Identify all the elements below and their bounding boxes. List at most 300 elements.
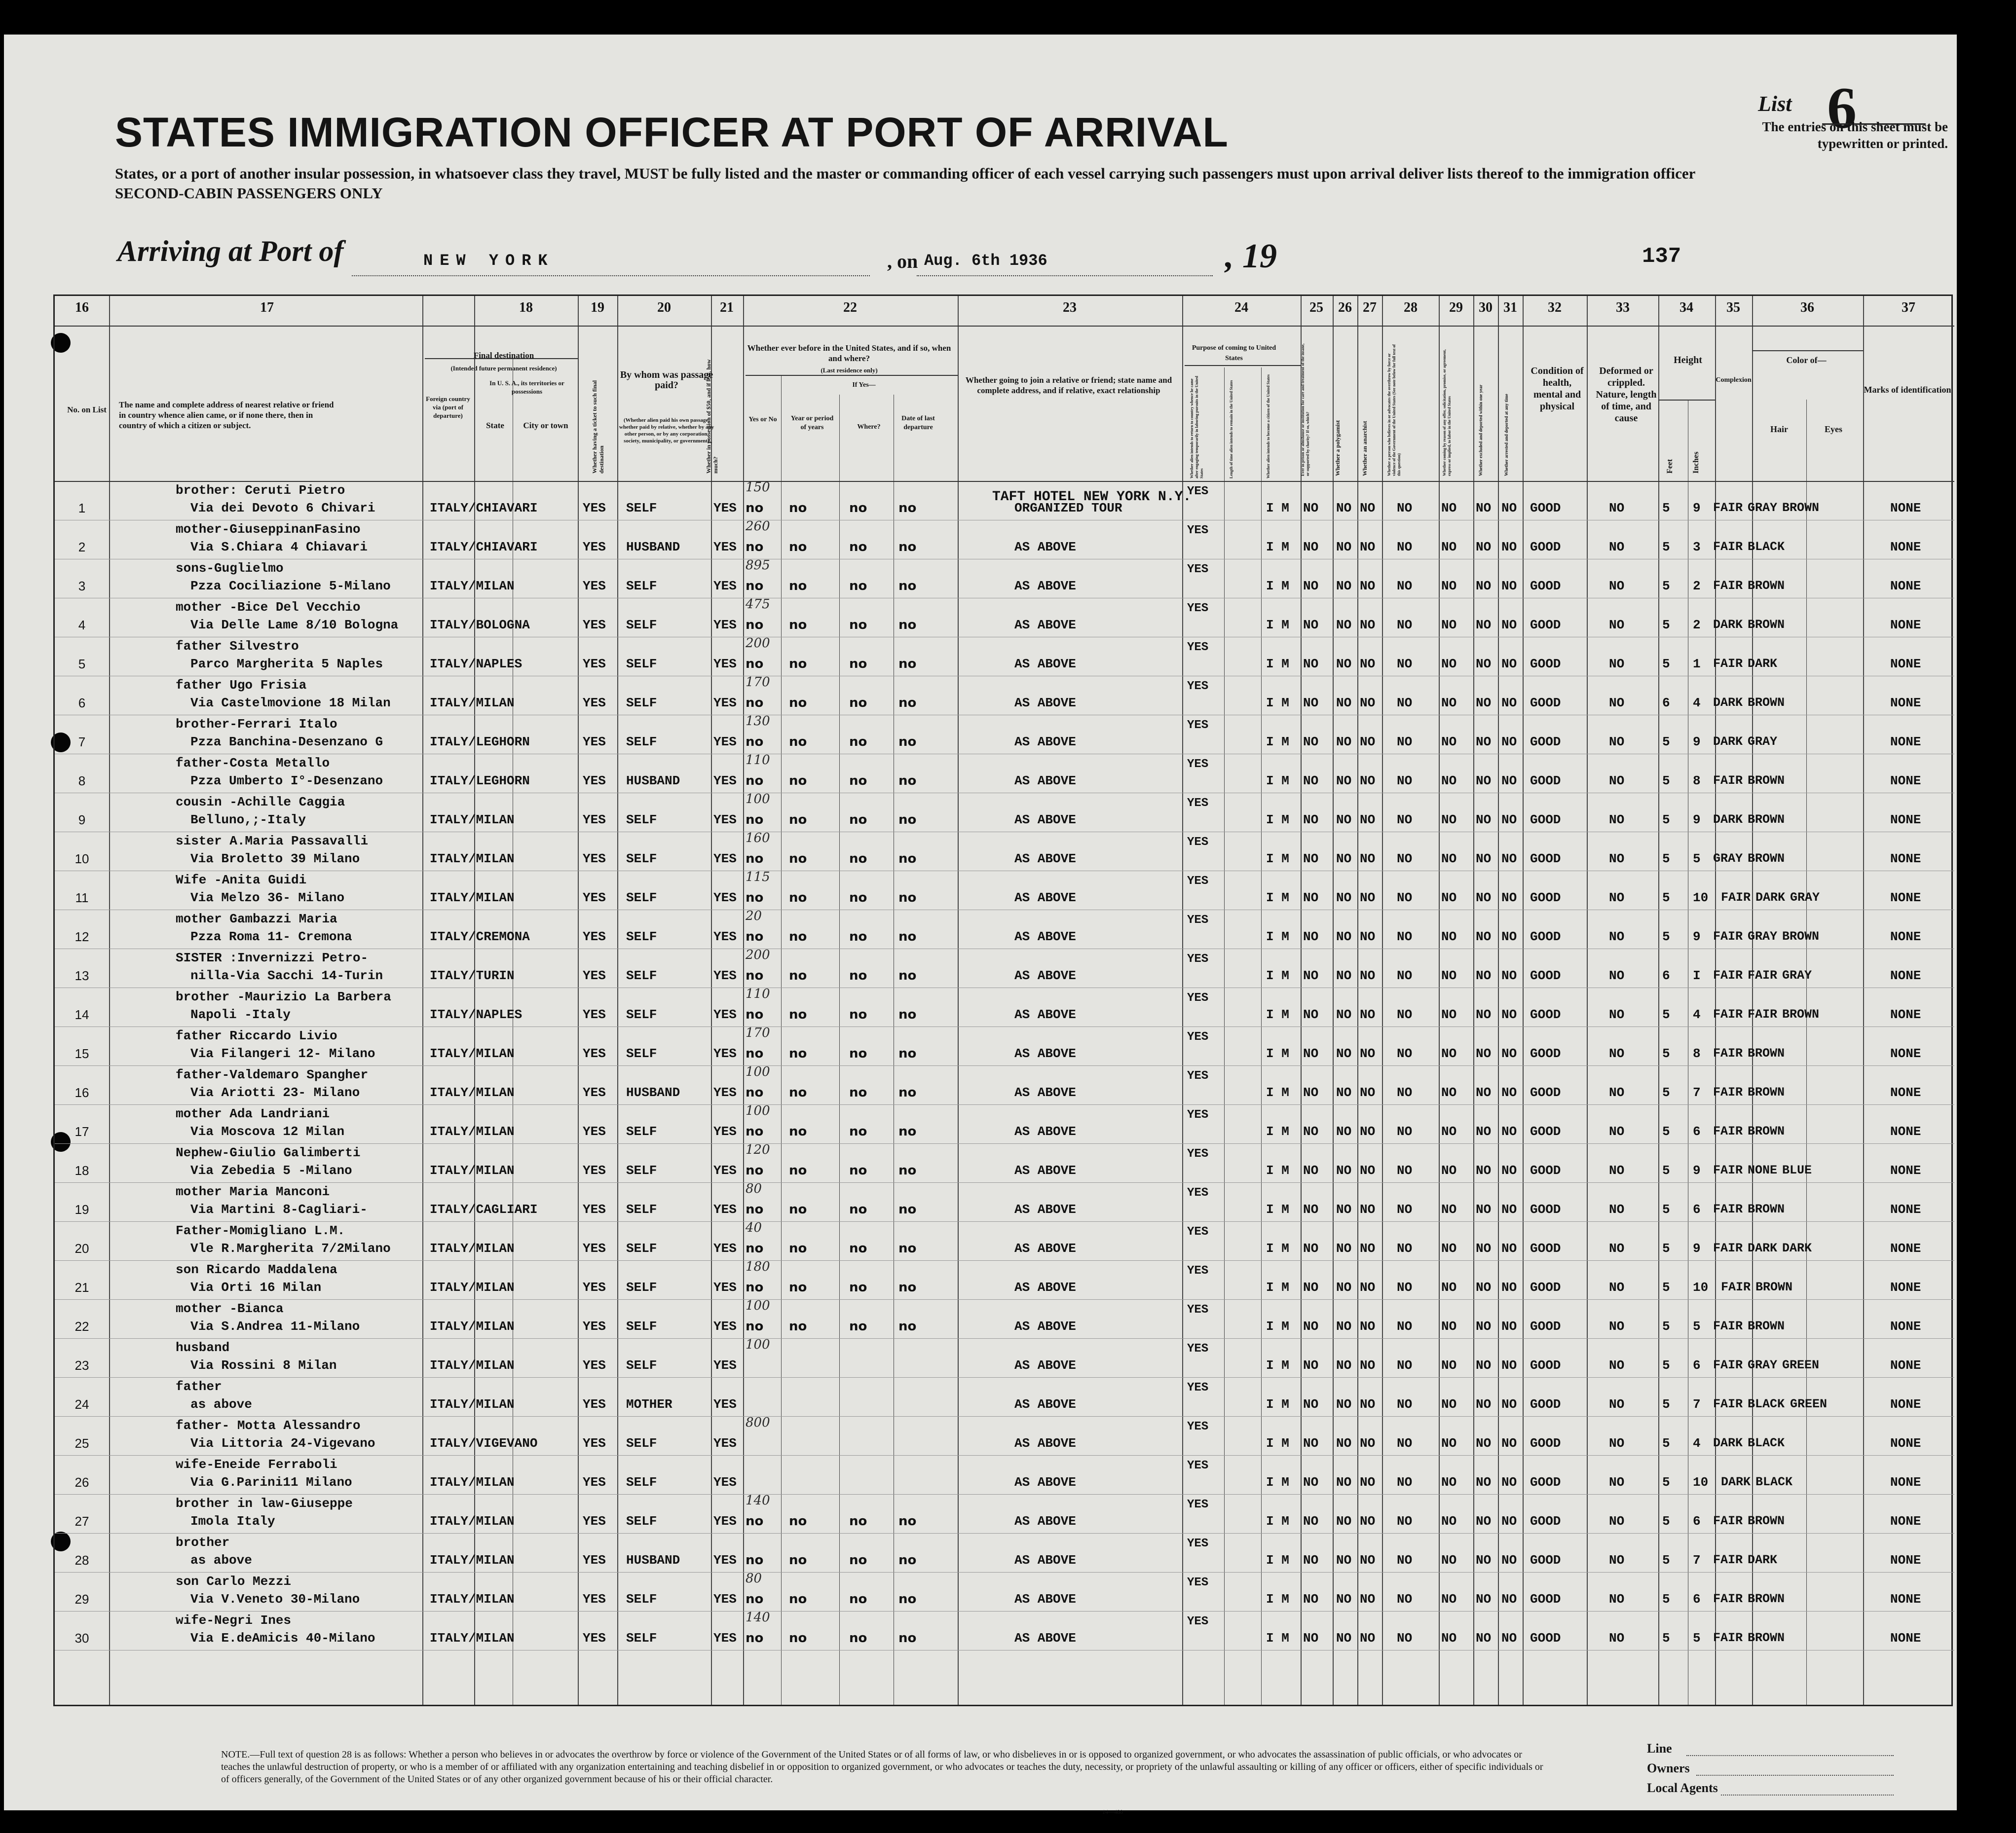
cell-ft: 5 bbox=[1662, 657, 1670, 671]
cell-date: no bbox=[898, 773, 917, 788]
cell-c25: NO bbox=[1303, 579, 1319, 593]
cell-c31: NO bbox=[1501, 1514, 1517, 1529]
cell-c30: NO bbox=[1476, 773, 1492, 788]
cell-eyes: BROWN bbox=[1782, 929, 1820, 944]
cell-money: YES bbox=[713, 618, 737, 632]
cell-hair: BROWN bbox=[1748, 618, 1785, 632]
cell-where: no bbox=[849, 851, 867, 866]
cell-ticket: YES bbox=[583, 890, 606, 905]
cell-deformed: NO bbox=[1609, 890, 1625, 905]
cell-health: GOOD bbox=[1530, 1514, 1561, 1529]
cell-c27: NO bbox=[1360, 890, 1376, 905]
cell-eyes: GREEN bbox=[1790, 1397, 1828, 1411]
cell-money: YES bbox=[713, 696, 737, 710]
cell-c28: NO bbox=[1397, 734, 1413, 749]
cell-yn: no bbox=[746, 1553, 764, 1568]
cell-ft: 5 bbox=[1662, 1046, 1670, 1061]
header-eyes: Eyes bbox=[1825, 424, 1842, 434]
cell-c30: NO bbox=[1476, 501, 1492, 515]
relative-address: Via Rossini 8 Milan bbox=[190, 1358, 337, 1373]
header-before-us: Whether ever before in the United States, and if so, when and where? bbox=[747, 343, 951, 363]
cell-yn: no bbox=[746, 1202, 764, 1217]
cell-in: 7 bbox=[1693, 1085, 1701, 1100]
cell-purpose: I M bbox=[1266, 734, 1289, 749]
row-number: 25 bbox=[75, 1436, 89, 1451]
cell-dest: ITALY/MILAN bbox=[430, 1475, 515, 1490]
relative-address: as above bbox=[190, 1553, 252, 1568]
cell-period: no bbox=[789, 1592, 807, 1607]
row-number: 8 bbox=[78, 773, 86, 788]
cell-deformed: NO bbox=[1609, 1280, 1625, 1295]
cell-date: no bbox=[898, 890, 917, 905]
cell-c31: NO bbox=[1501, 734, 1517, 749]
column-number: 36 bbox=[1800, 300, 1814, 315]
cell-hair: BLACK bbox=[1748, 1436, 1785, 1450]
cell-in: 6 bbox=[1693, 1592, 1701, 1607]
cell-yn: no bbox=[746, 1280, 764, 1295]
cell-paid: HUSBAND bbox=[626, 540, 680, 554]
cell-in: 9 bbox=[1693, 929, 1701, 944]
cell-ticket: YES bbox=[583, 734, 606, 749]
cell-c28: NO bbox=[1397, 1241, 1413, 1256]
cell-period: no bbox=[789, 929, 807, 944]
cell-money: YES bbox=[713, 1202, 737, 1217]
column-divider bbox=[1658, 296, 1659, 1705]
cell-yn: no bbox=[746, 1592, 764, 1607]
cell-ft: 5 bbox=[1662, 1553, 1670, 1568]
cell-ft: 5 bbox=[1662, 929, 1670, 944]
row-number: 6 bbox=[78, 696, 86, 710]
purpose-yes: YES bbox=[1187, 1420, 1209, 1433]
cell-date: no bbox=[898, 579, 917, 593]
cell-c31: NO bbox=[1501, 501, 1517, 515]
row-number: 3 bbox=[78, 579, 86, 593]
relative-address: nilla-Via Sacchi 14-Turin bbox=[190, 968, 383, 983]
row-number: 19 bbox=[75, 1202, 89, 1217]
header-rule bbox=[1752, 350, 1863, 351]
cell-period: no bbox=[789, 812, 807, 827]
column-number: 30 bbox=[1479, 300, 1493, 315]
cell-purpose: I M bbox=[1266, 1007, 1289, 1022]
cell-hair: BROWN bbox=[1748, 1085, 1785, 1100]
cell-where: no bbox=[849, 501, 867, 515]
cell-c27: NO bbox=[1360, 1514, 1376, 1529]
cell-ticket: YES bbox=[583, 1202, 606, 1217]
cell-hair: BROWN bbox=[1748, 579, 1785, 593]
cell-c25: NO bbox=[1303, 657, 1319, 671]
cell-money: YES bbox=[713, 890, 737, 905]
cell-purpose: I M bbox=[1266, 968, 1289, 983]
cell-c27: NO bbox=[1360, 1280, 1376, 1295]
cell-paid: SELF bbox=[626, 929, 657, 944]
cell-c31: NO bbox=[1501, 1319, 1517, 1334]
relative-name: son Carlo Mezzi bbox=[176, 1574, 292, 1589]
money-annotation: 120 bbox=[746, 1142, 770, 1157]
cell-c30: NO bbox=[1476, 1280, 1492, 1295]
cell-ticket: YES bbox=[583, 1631, 606, 1646]
cell-paid: SELF bbox=[626, 1124, 657, 1139]
cell-comp: FAIR bbox=[1713, 773, 1743, 788]
subcolumn-divider bbox=[781, 375, 782, 1705]
cell-c29: NO bbox=[1441, 501, 1457, 515]
cell-hair: BROWN bbox=[1748, 773, 1785, 788]
cell-c25: NO bbox=[1303, 773, 1319, 788]
cell-yn: no bbox=[746, 1085, 764, 1100]
cell-dest: ITALY/MILAN bbox=[430, 1514, 515, 1529]
cell-yn: no bbox=[746, 1241, 764, 1256]
relative-address: Via G.Parini11 Milano bbox=[190, 1475, 352, 1490]
cell-marks: NONE bbox=[1890, 501, 1921, 515]
cell-ft: 5 bbox=[1662, 1631, 1670, 1646]
money-annotation: 115 bbox=[746, 870, 770, 884]
relative-name: mother-GiuseppinanFasino bbox=[176, 522, 361, 537]
cell-ticket: YES bbox=[583, 1592, 606, 1607]
header-deformed: Deformed or crippled. Nature, length of time, and cause bbox=[1596, 366, 1657, 424]
cell-where: no bbox=[849, 1163, 867, 1178]
column-divider bbox=[743, 296, 744, 1705]
cell-paid: SELF bbox=[626, 890, 657, 905]
cell-where: no bbox=[849, 1124, 867, 1139]
cell-join: AS ABOVE bbox=[1014, 540, 1076, 554]
cell-c31: NO bbox=[1501, 1553, 1517, 1568]
cell-in: 5 bbox=[1693, 851, 1701, 866]
cell-money: YES bbox=[713, 1514, 737, 1529]
cell-ft: 5 bbox=[1662, 1007, 1670, 1022]
cell-ft: 5 bbox=[1662, 812, 1670, 827]
date-underline bbox=[917, 275, 1213, 276]
row-divider bbox=[55, 1026, 1954, 1027]
cell-purpose: I M bbox=[1266, 1436, 1289, 1451]
cell-dest: ITALY/MILAN bbox=[430, 696, 515, 710]
header-marks: Marks of identification bbox=[1864, 385, 1951, 395]
money-annotation: 130 bbox=[746, 714, 770, 729]
cell-c31: NO bbox=[1501, 540, 1517, 554]
row-divider bbox=[55, 1299, 1954, 1300]
cell-purpose: I M bbox=[1266, 501, 1289, 515]
relative-address: Via Delle Lame 8/10 Bologna bbox=[190, 618, 399, 632]
column-number: 34 bbox=[1680, 300, 1693, 315]
cell-in: 5 bbox=[1693, 1631, 1701, 1646]
cell-ticket: YES bbox=[583, 579, 606, 593]
cell-dest: ITALY/MILAN bbox=[430, 1592, 515, 1607]
cell-marks: NONE bbox=[1890, 929, 1921, 944]
cell-c26: NO bbox=[1336, 1202, 1352, 1217]
cell-purpose: I M bbox=[1266, 1358, 1289, 1373]
row-divider bbox=[55, 1143, 1954, 1144]
instruction-line: States, or a port of another insular possession, in whatsoever class they travel, MUST be fully listed and the master or commanding officer of each vessel carrying such passengers must upon arrival deliver lists thereof to the immigration officer bbox=[115, 165, 1696, 182]
cell-purpose: I M bbox=[1266, 540, 1289, 554]
cell-ticket: YES bbox=[583, 657, 606, 671]
cell-where: no bbox=[849, 1085, 867, 1100]
cell-paid: SELF bbox=[626, 1592, 657, 1607]
cell-marks: NONE bbox=[1890, 1007, 1921, 1022]
cell-c28: NO bbox=[1397, 1553, 1413, 1568]
cell-c28: NO bbox=[1397, 501, 1413, 515]
cell-marks: NONE bbox=[1890, 696, 1921, 710]
row-divider bbox=[55, 1611, 1954, 1612]
cell-c26: NO bbox=[1336, 1280, 1352, 1295]
cell-comp: FAIR bbox=[1713, 1319, 1743, 1333]
cell-date: no bbox=[898, 812, 917, 827]
column-number: 21 bbox=[720, 300, 734, 315]
money-annotation: 170 bbox=[746, 675, 770, 690]
cell-c29: NO bbox=[1441, 929, 1457, 944]
header-passage-paid: By whom was passage paid? bbox=[620, 369, 713, 391]
header-rule bbox=[1658, 400, 1715, 401]
header-passage-note: (Whether alien paid his own passage, whether paid by relative, whether by any other person, or by any corporation, society, municipality, or government) bbox=[619, 417, 714, 444]
cell-c27: NO bbox=[1360, 734, 1376, 749]
cell-date: no bbox=[898, 734, 917, 749]
cell-period: no bbox=[789, 1241, 807, 1256]
cell-c29: NO bbox=[1441, 1124, 1457, 1139]
cell-ft: 5 bbox=[1662, 773, 1670, 788]
cell-c27: NO bbox=[1360, 1085, 1376, 1100]
cell-paid: SELF bbox=[626, 657, 657, 671]
cell-c29: NO bbox=[1441, 696, 1457, 710]
cell-in: 6 bbox=[1693, 1202, 1701, 1217]
cell-paid: HUSBAND bbox=[626, 773, 680, 788]
cell-dest: ITALY/LEGHORN bbox=[430, 773, 530, 788]
cell-deformed: NO bbox=[1609, 812, 1625, 827]
relative-name: sister A.Maria Passavalli bbox=[176, 834, 369, 848]
cell-health: GOOD bbox=[1530, 501, 1561, 515]
relative-address: Via Zebedia 5 -Milano bbox=[190, 1163, 352, 1178]
cell-marks: NONE bbox=[1890, 1241, 1921, 1256]
row-divider bbox=[55, 1494, 1954, 1495]
cell-money: YES bbox=[713, 1046, 737, 1061]
cell-dest: ITALY/MILAN bbox=[430, 1553, 515, 1568]
cell-paid: HUSBAND bbox=[626, 1085, 680, 1100]
year-label: , 19 bbox=[1225, 237, 1277, 275]
cell-purpose: I M bbox=[1266, 657, 1289, 671]
cell-c29: NO bbox=[1441, 1007, 1457, 1022]
cell-date: no bbox=[898, 1631, 917, 1646]
cell-in: 9 bbox=[1693, 812, 1701, 827]
column-number: 32 bbox=[1548, 300, 1562, 315]
cell-c25: NO bbox=[1303, 1358, 1319, 1373]
cell-health: GOOD bbox=[1530, 1124, 1561, 1139]
cell-c30: NO bbox=[1476, 618, 1492, 632]
cell-ticket: YES bbox=[583, 1241, 606, 1256]
cell-join: AS ABOVE bbox=[1014, 1124, 1076, 1139]
cell-health: GOOD bbox=[1530, 540, 1561, 554]
relative-name: father bbox=[176, 1379, 222, 1394]
cell-yn: no bbox=[746, 657, 764, 671]
cell-c29: NO bbox=[1441, 968, 1457, 983]
cell-period: no bbox=[789, 851, 807, 866]
cell-join: AS ABOVE bbox=[1014, 1319, 1076, 1334]
cell-join: AS ABOVE bbox=[1014, 812, 1076, 827]
cell-deformed: NO bbox=[1609, 773, 1625, 788]
cell-comp: DARK bbox=[1713, 1436, 1743, 1450]
cell-ticket: YES bbox=[583, 1124, 606, 1139]
cell-where: no bbox=[849, 1514, 867, 1529]
cell-c25: NO bbox=[1303, 618, 1319, 632]
cell-c28: NO bbox=[1397, 1280, 1413, 1295]
cell-deformed: NO bbox=[1609, 1514, 1625, 1529]
column-divider bbox=[1439, 296, 1440, 1705]
cell-c31: NO bbox=[1501, 1163, 1517, 1178]
row-divider bbox=[55, 1455, 1954, 1456]
cell-c26: NO bbox=[1336, 1241, 1352, 1256]
money-annotation: 895 bbox=[746, 558, 770, 573]
cell-purpose: I M bbox=[1266, 1514, 1289, 1529]
cell-ticket: YES bbox=[583, 929, 606, 944]
cell-c25: NO bbox=[1303, 1631, 1319, 1646]
row-number: 24 bbox=[75, 1397, 89, 1412]
cell-c31: NO bbox=[1501, 929, 1517, 944]
cell-ticket: YES bbox=[583, 1436, 606, 1451]
row-number: 15 bbox=[75, 1046, 89, 1061]
cell-join: AS ABOVE bbox=[1014, 618, 1076, 632]
row1-hotel: TAFT HOTEL NEW YORK N.Y. bbox=[992, 489, 1192, 505]
cell-period: no bbox=[789, 734, 807, 749]
cell-ft: 5 bbox=[1662, 734, 1670, 749]
money-annotation: 475 bbox=[746, 597, 770, 612]
cell-health: GOOD bbox=[1530, 812, 1561, 827]
header-purpose-sub-2: Length of time alien intends to remain in the United States bbox=[1229, 380, 1233, 478]
cell-in: 10 bbox=[1693, 890, 1709, 905]
cell-money: YES bbox=[713, 968, 737, 983]
cell-c25: NO bbox=[1303, 968, 1319, 983]
cell-marks: NONE bbox=[1890, 890, 1921, 905]
cell-date: no bbox=[898, 1124, 917, 1139]
cell-money: YES bbox=[713, 1436, 737, 1451]
cell-c29: NO bbox=[1441, 618, 1457, 632]
cell-paid: SELF bbox=[626, 1280, 657, 1295]
purpose-yes: YES bbox=[1187, 1030, 1209, 1044]
money-annotation: 180 bbox=[746, 1259, 770, 1274]
cell-c25: NO bbox=[1303, 1436, 1319, 1451]
cell-date: no bbox=[898, 1280, 917, 1295]
purpose-yes: YES bbox=[1187, 953, 1209, 966]
relative-name: brother bbox=[176, 1535, 230, 1550]
cell-dest: ITALY/LEGHORN bbox=[430, 734, 530, 749]
cell-date: no bbox=[898, 501, 917, 515]
cell-marks: NONE bbox=[1890, 618, 1921, 632]
arriving-label: Arriving at Port of bbox=[117, 235, 344, 267]
cell-hair: BLACK bbox=[1748, 540, 1785, 554]
cell-deformed: NO bbox=[1609, 1397, 1625, 1412]
footer-line-label: Line bbox=[1647, 1741, 1672, 1756]
cell-c29: NO bbox=[1441, 1241, 1457, 1256]
header-c31: Whether arrested and deported at any time bbox=[1504, 394, 1509, 476]
cell-in: 4 bbox=[1693, 1007, 1701, 1022]
money-annotation: 100 bbox=[746, 1298, 770, 1313]
cell-c31: NO bbox=[1501, 1592, 1517, 1607]
cell-c28: NO bbox=[1397, 1163, 1413, 1178]
cell-comp: DARK bbox=[1713, 812, 1743, 827]
money-annotation: 200 bbox=[746, 948, 770, 962]
cell-c31: NO bbox=[1501, 1046, 1517, 1061]
cell-marks: NONE bbox=[1890, 1475, 1921, 1490]
cell-yn: no bbox=[746, 1124, 764, 1139]
cell-c28: NO bbox=[1397, 1397, 1413, 1412]
cell-c25: NO bbox=[1303, 1592, 1319, 1607]
cell-c28: NO bbox=[1397, 851, 1413, 866]
cell-health: GOOD bbox=[1530, 1319, 1561, 1334]
cell-date: no bbox=[898, 1007, 917, 1022]
row-number: 10 bbox=[75, 851, 89, 866]
cell-c26: NO bbox=[1336, 1085, 1352, 1100]
cell-dest: ITALY/MILAN bbox=[430, 579, 515, 593]
cell-in: 10 bbox=[1693, 1280, 1709, 1295]
cell-date: no bbox=[898, 1553, 917, 1568]
cell-comp: DARK bbox=[1721, 1475, 1751, 1489]
cell-eyes: GRAY bbox=[1782, 968, 1812, 983]
cell-c31: NO bbox=[1501, 657, 1517, 671]
cell-c28: NO bbox=[1397, 1085, 1413, 1100]
cell-yn: no bbox=[746, 1163, 764, 1178]
cell-join: AS ABOVE bbox=[1014, 1475, 1076, 1490]
cell-c30: NO bbox=[1476, 540, 1492, 554]
header-city: City or town bbox=[523, 421, 568, 430]
cell-c29: NO bbox=[1441, 1319, 1457, 1334]
cell-money: YES bbox=[713, 1124, 737, 1139]
relative-name: mother Ada Landriani bbox=[176, 1106, 330, 1121]
cell-yn: no bbox=[746, 1007, 764, 1022]
cell-hair: BROWN bbox=[1748, 1592, 1785, 1606]
cell-hair: BROWN bbox=[1748, 1202, 1785, 1216]
cell-eyes: BROWN bbox=[1782, 501, 1820, 515]
list-label: List bbox=[1758, 92, 1792, 116]
cell-ft: 5 bbox=[1662, 1358, 1670, 1373]
cell-dest: ITALY/MILAN bbox=[430, 1124, 515, 1139]
cell-date: no bbox=[898, 1163, 917, 1178]
cell-join: AS ABOVE bbox=[1014, 929, 1076, 944]
cell-paid: SELF bbox=[626, 1358, 657, 1373]
cell-c31: NO bbox=[1501, 890, 1517, 905]
cell-marks: NONE bbox=[1890, 773, 1921, 788]
cell-c27: NO bbox=[1360, 1631, 1376, 1646]
relative-address: Imola Italy bbox=[190, 1514, 275, 1529]
column-divider bbox=[1301, 296, 1302, 1705]
cell-hair: GRAY bbox=[1748, 1358, 1778, 1372]
cell-hair: BROWN bbox=[1755, 1280, 1793, 1294]
cell-period: no bbox=[789, 657, 807, 671]
cell-date: no bbox=[898, 1046, 917, 1061]
relative-address: Via Ariotti 23- Milano bbox=[190, 1085, 360, 1100]
purpose-yes: YES bbox=[1187, 485, 1209, 498]
cell-health: GOOD bbox=[1530, 579, 1561, 593]
cell-health: GOOD bbox=[1530, 734, 1561, 749]
cell-ft: 5 bbox=[1662, 1397, 1670, 1412]
cell-c28: NO bbox=[1397, 618, 1413, 632]
cell-marks: NONE bbox=[1890, 1319, 1921, 1334]
cell-c29: NO bbox=[1441, 1202, 1457, 1217]
purpose-yes: YES bbox=[1187, 1147, 1209, 1161]
cell-comp: DARK bbox=[1713, 696, 1743, 710]
cell-c30: NO bbox=[1476, 1592, 1492, 1607]
cell-marks: NONE bbox=[1890, 1358, 1921, 1373]
row-number: 17 bbox=[75, 1124, 89, 1139]
cell-health: GOOD bbox=[1530, 851, 1561, 866]
cell-paid: MOTHER bbox=[626, 1397, 672, 1412]
cell-money: YES bbox=[713, 657, 737, 671]
cell-paid: SELF bbox=[626, 812, 657, 827]
row-divider bbox=[55, 1572, 1954, 1573]
cell-c26: NO bbox=[1336, 1163, 1352, 1178]
cell-yn: no bbox=[746, 812, 764, 827]
money-annotation: 100 bbox=[746, 1064, 770, 1079]
cell-comp: FAIR bbox=[1713, 1163, 1743, 1177]
header-no-on-list: No. on List bbox=[67, 405, 107, 414]
cell-hair: DARK bbox=[1755, 890, 1786, 905]
manifest-sheet bbox=[4, 35, 1957, 1815]
row-number: 28 bbox=[75, 1553, 89, 1568]
cell-period: no bbox=[789, 968, 807, 983]
cell-c27: NO bbox=[1360, 1124, 1376, 1139]
